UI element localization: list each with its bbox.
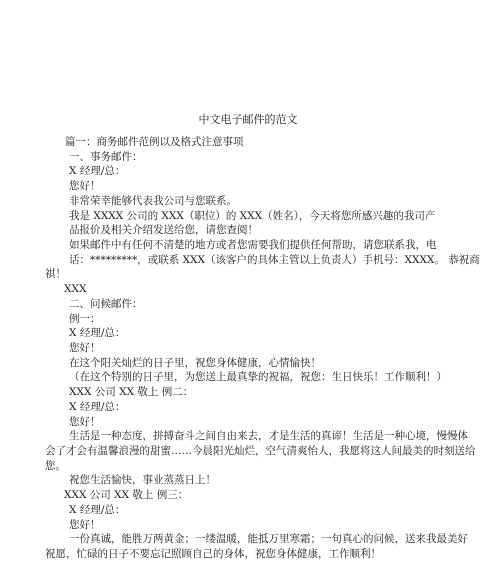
paragraph-line: 祺！ <box>45 268 66 281</box>
subsection-heading: 一、事务邮件： <box>69 150 143 163</box>
example-label: 例一： <box>69 312 101 325</box>
paragraph-line: 品报价及相关介绍发送给您，请您查阅！ <box>69 224 258 237</box>
paragraph-line: 您。 <box>45 459 66 472</box>
document-title: 中文电子邮件的范文 <box>198 113 298 126</box>
paragraph-line: 一份真诚，能胜万两黄金；一缕温暖，能抵万里寒霜；一句真心的问候，送来我最美好 <box>69 533 468 546</box>
paragraph-line: 话：*********，或联系 XXX（该客户的具体主管以上负责人）手机号：XXXX。 恭祝商 <box>69 253 480 266</box>
greeting: 您好！ <box>69 342 101 354</box>
greeting: 您好！ <box>69 518 101 531</box>
salutation: X 经理/总： <box>69 165 126 178</box>
subsection-heading: 二、问候邮件： <box>69 297 143 310</box>
signature: XXX <box>64 283 87 296</box>
paragraph-line: 如果邮件中有任何不清楚的地方或者您需要我们提供任何帮助，请您联系我，电 <box>69 239 437 251</box>
paragraph-line: 在这个阳关灿烂的日子里，祝您身体健康，心情愉快！ <box>69 356 321 369</box>
paragraph-line: 祝愿，忙碌的日子不要忘记照顾自己的身体，祝您身体健康，工作顺利！ <box>45 548 381 560</box>
paragraph-line: 会了才会有温馨浪漫的甜蜜……今晨阳光灿烂，空气清爽怡人，我愿将这人间最美的时刻送给 <box>45 445 476 457</box>
section-heading: 篇一：商务邮件范例以及格式注意事项 <box>65 136 244 148</box>
paragraph-line: （在这个特别的日子里，为您送上最真挚的祝福，祝您：生日快乐！工作顺利！） <box>69 371 447 384</box>
greeting: 您好！ <box>69 180 101 193</box>
paragraph-line: 我是 XXXX 公司的 XXX（职位）的 XXX（姓名），今天将您所感兴趣的我司产 <box>69 209 436 222</box>
salutation: X 经理/总： <box>69 503 126 516</box>
signature: XXX 公司 XX 敬上 例三： <box>64 489 189 502</box>
paragraph-line: 生活是一种态度，拼搏奋斗之间自由来去，才是生活的真谛！生活是一种心境，慢慢体 <box>69 430 468 443</box>
paragraph-line: 祝您生活愉快，事业蒸蒸日上！ <box>69 474 216 487</box>
paragraph-line: 非常荣幸能够代表我公司与您联系。 <box>69 194 237 207</box>
signature: XXX 公司 XX 敬上 例二： <box>69 386 194 399</box>
greeting: 您好！ <box>69 415 101 428</box>
salutation: X 经理/总： <box>69 327 126 340</box>
salutation: X 经理/总： <box>69 400 126 413</box>
